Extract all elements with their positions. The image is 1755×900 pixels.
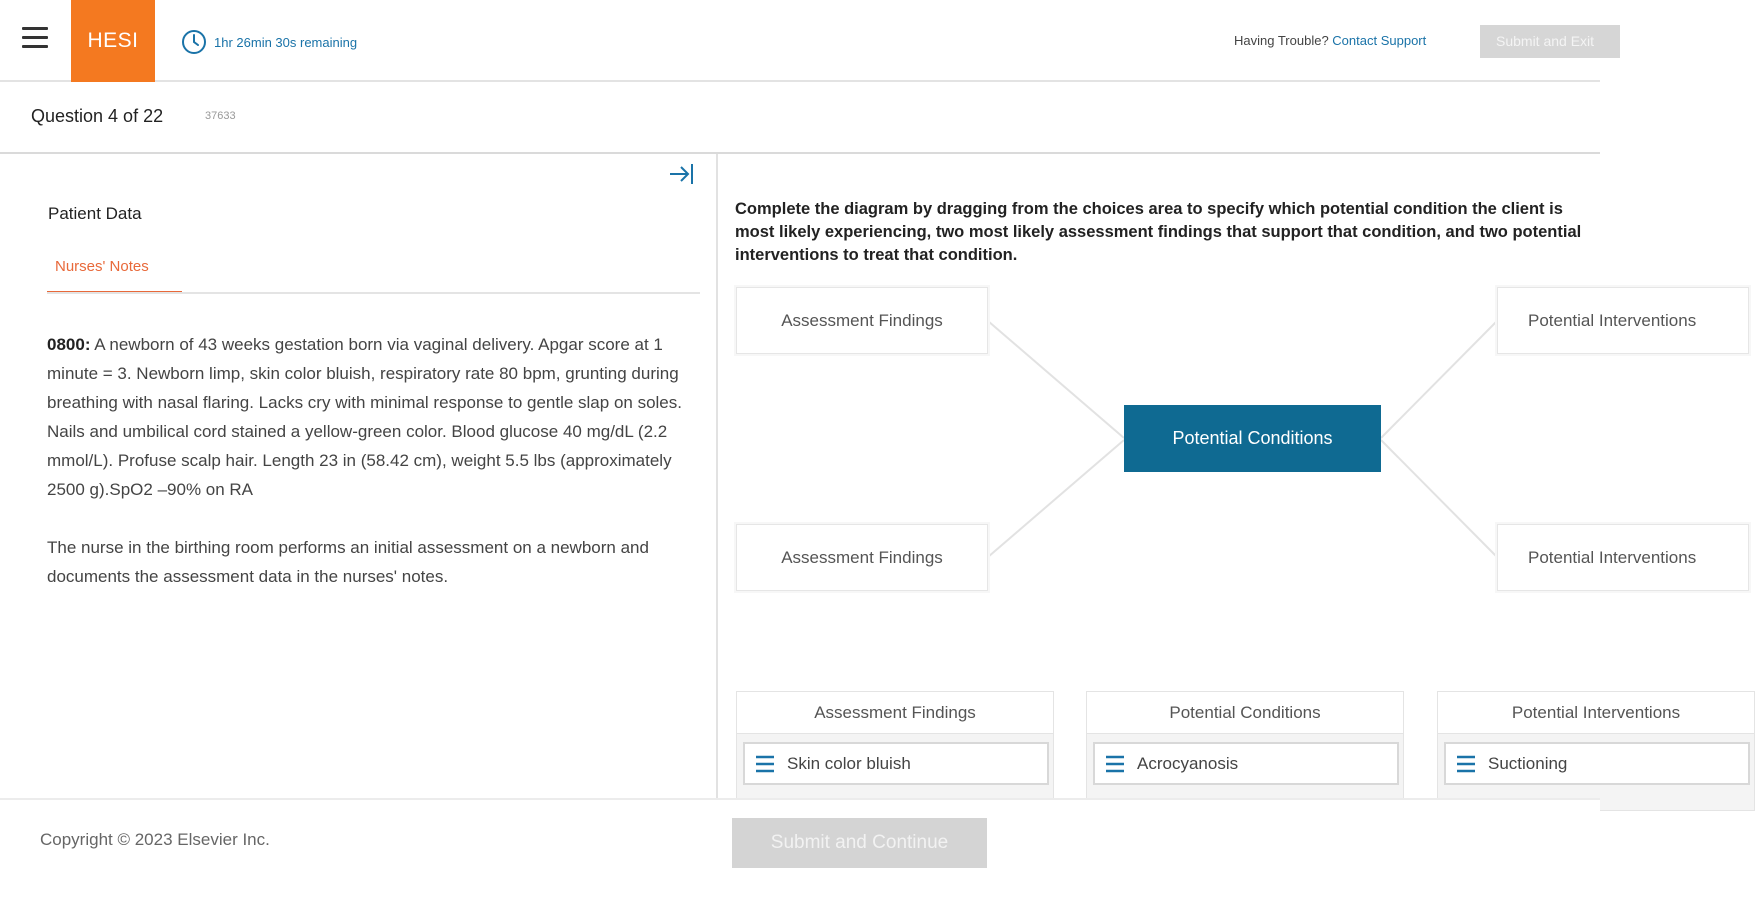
note-paragraph-2: The nurse in the birthing room performs an initial assessment on a newborn and documents the assessment data in the nurses' notes. bbox=[47, 538, 649, 586]
drop-zone-potential-intervention-2[interactable]: Potential Interventions bbox=[1497, 524, 1749, 591]
drop-zone-assessment-finding-1[interactable]: Assessment Findings bbox=[736, 287, 988, 354]
submit-and-continue-button[interactable]: Submit and Continue bbox=[732, 818, 987, 868]
top-header bbox=[0, 0, 1600, 82]
choice-column-header: Potential Conditions bbox=[1087, 692, 1403, 734]
choice-column-header: Potential Interventions bbox=[1438, 692, 1754, 734]
choices-area bbox=[735, 691, 1681, 798]
note-paragraph bbox=[47, 330, 702, 504]
hesi-logo: HESI bbox=[71, 0, 155, 82]
question-bar bbox=[0, 84, 1600, 154]
diagram-area bbox=[720, 284, 1697, 604]
collapse-panel-icon[interactable] bbox=[668, 160, 696, 188]
choice-column-assessment-findings bbox=[736, 691, 1054, 811]
drop-zone-potential-condition[interactable]: Potential Conditions bbox=[1124, 405, 1381, 472]
drop-zone-assessment-finding-2[interactable]: Assessment Findings bbox=[736, 524, 988, 591]
choice-item[interactable] bbox=[743, 742, 1049, 785]
drag-handle-icon bbox=[1105, 755, 1125, 773]
choice-item-label: Suctioning bbox=[1488, 753, 1568, 773]
timer bbox=[181, 29, 357, 55]
choice-column-header: Assessment Findings bbox=[737, 692, 1053, 734]
footer bbox=[0, 798, 1600, 900]
patient-data-title: Patient Data bbox=[48, 204, 142, 223]
choice-item[interactable] bbox=[1093, 742, 1399, 785]
drop-zone-potential-intervention-1[interactable]: Potential Interventions bbox=[1497, 287, 1749, 354]
note-text: A newborn of 43 weeks gestation born via vaginal delivery. Apgar score at 1 minute = 3. Newborn limp, skin color bluish, respiratory rate 80 bpm, grunting during breathing with nasal flaring. Lacks cry with minimal response to gentle slap on soles. Nails and umbilical cord stained a yellow-green color. Blood glucose 40 mg/dL (2.2 mmol/L). Profuse scalp hair. Length 23 in (58.42 cm), weight 5.5 lbs (approximately 2500 g).SpO2 –90% on RA bbox=[47, 335, 682, 499]
copyright-text: Copyright © 2023 Elsevier Inc. bbox=[40, 830, 270, 849]
submit-and-exit-button[interactable]: Submit and Exit bbox=[1480, 25, 1620, 58]
tab-nurses-notes[interactable]: Nurses' Notes bbox=[47, 256, 182, 294]
drag-handle-icon bbox=[1456, 755, 1476, 773]
question-id: 37633 bbox=[205, 110, 236, 122]
note-time: 0800: bbox=[47, 335, 91, 354]
question-instructions: Complete the diagram by dragging from the choices area to specify which potential condition the client is most likely experiencing, two most likely assessment findings that support that condition, and two potential interventions to treat that condition. bbox=[735, 200, 1582, 264]
hamburger-menu-icon[interactable] bbox=[22, 27, 48, 51]
drag-handle-icon bbox=[755, 755, 775, 773]
choice-item-label: Acrocyanosis bbox=[1137, 753, 1239, 773]
patient-data-panel bbox=[0, 154, 718, 798]
choice-column-potential-conditions bbox=[1086, 691, 1404, 811]
timer-text: 1hr 26min 30s remaining bbox=[214, 34, 358, 50]
choice-column-potential-interventions bbox=[1437, 691, 1755, 811]
clock-icon bbox=[181, 29, 207, 55]
tab-divider bbox=[47, 292, 700, 294]
choice-item[interactable] bbox=[1444, 742, 1750, 785]
contact-support-link[interactable]: Contact Support bbox=[1332, 33, 1427, 48]
question-counter: Question 4 of 22 bbox=[31, 106, 164, 126]
choice-item-label: Skin color bluish bbox=[787, 753, 911, 773]
support-prefix: Having Trouble? bbox=[1234, 33, 1329, 48]
support-text bbox=[1234, 33, 1426, 48]
nurses-notes-content bbox=[47, 330, 702, 591]
